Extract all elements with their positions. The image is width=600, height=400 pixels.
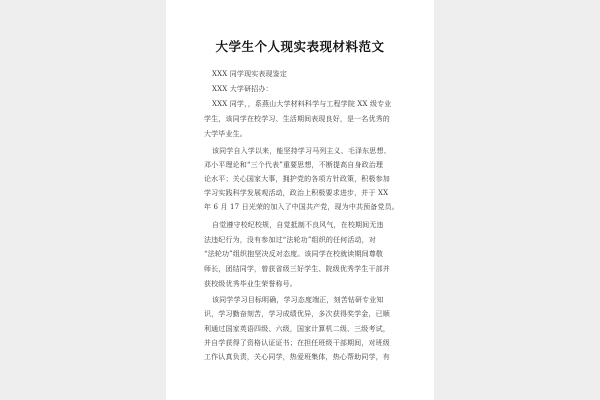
paragraph-line: 获校级优秀毕业生荣誉称号。 <box>204 280 297 288</box>
paragraph-line: 学习实践科学发展观活动，政治上积极要求进步，并于 XX <box>204 189 389 197</box>
paragraph-line: 利通过国家英语四级、六级，国家计算机二级、三级考试， <box>204 325 390 333</box>
paragraph-line: 师长，团结同学，曾获省级三好学生、院级优秀学生干部并 <box>204 265 390 273</box>
paragraph-line: XXX 同学，，系燕山大学材料科学与工程学院 XX 级专业 <box>212 100 392 108</box>
paragraph-line: 自觉遵守校纪校规，自觉抵制不良风气，在校期间无违 <box>212 221 384 229</box>
paragraph-line: “法轮功”组织抱坚决反对态度。该同学在校就读期间尊敬 <box>204 250 384 258</box>
paragraph-line: 该同学自入学以来，能坚持学习马列主义、毛泽东思想、 <box>212 147 391 155</box>
paragraph-line: 邓小平理论和“三个代表”重要思想，不断提高自身政治理 <box>204 161 384 169</box>
header-line-appraisal: XXX 同学现实表现鉴定 <box>212 70 287 78</box>
header-line-recipient: XXX 大学研招办： <box>212 85 273 93</box>
paragraph-line: 该同学学习目标明确，学习态度端正，刻苦钻研专业知 <box>212 296 384 304</box>
document-page <box>166 0 434 400</box>
paragraph-line: 法违纪行为，没有参加过“法轮功”组织的任何活动，对 <box>204 236 376 244</box>
paragraph-line: 学生，该同学在校学习、生活期间表现良好，是一名优秀的 <box>204 115 390 123</box>
paragraph-line: 识，学习勤奋刻苦，学习成绩优异，多次获得奖学金，已顺 <box>204 310 390 318</box>
paragraph-line: 工作认真负责，关心同学，热爱班集体，热心帮助同学，有 <box>204 353 390 361</box>
paragraph-line: 并自学获得了资格认证证书；在担任班级干部期间，对班级 <box>204 339 390 347</box>
paragraph-line: 大学毕业生。 <box>204 130 247 138</box>
document-title: 大学生个人现实表现材料范文 <box>215 39 385 54</box>
paragraph-line: 论水平；关心国家大事，拥护党的各项方针政策，积极参加 <box>204 175 390 183</box>
paragraph-line: 年 6 月 17 日光荣的加入了中国共产党，现为中共预备党员。 <box>204 203 399 211</box>
